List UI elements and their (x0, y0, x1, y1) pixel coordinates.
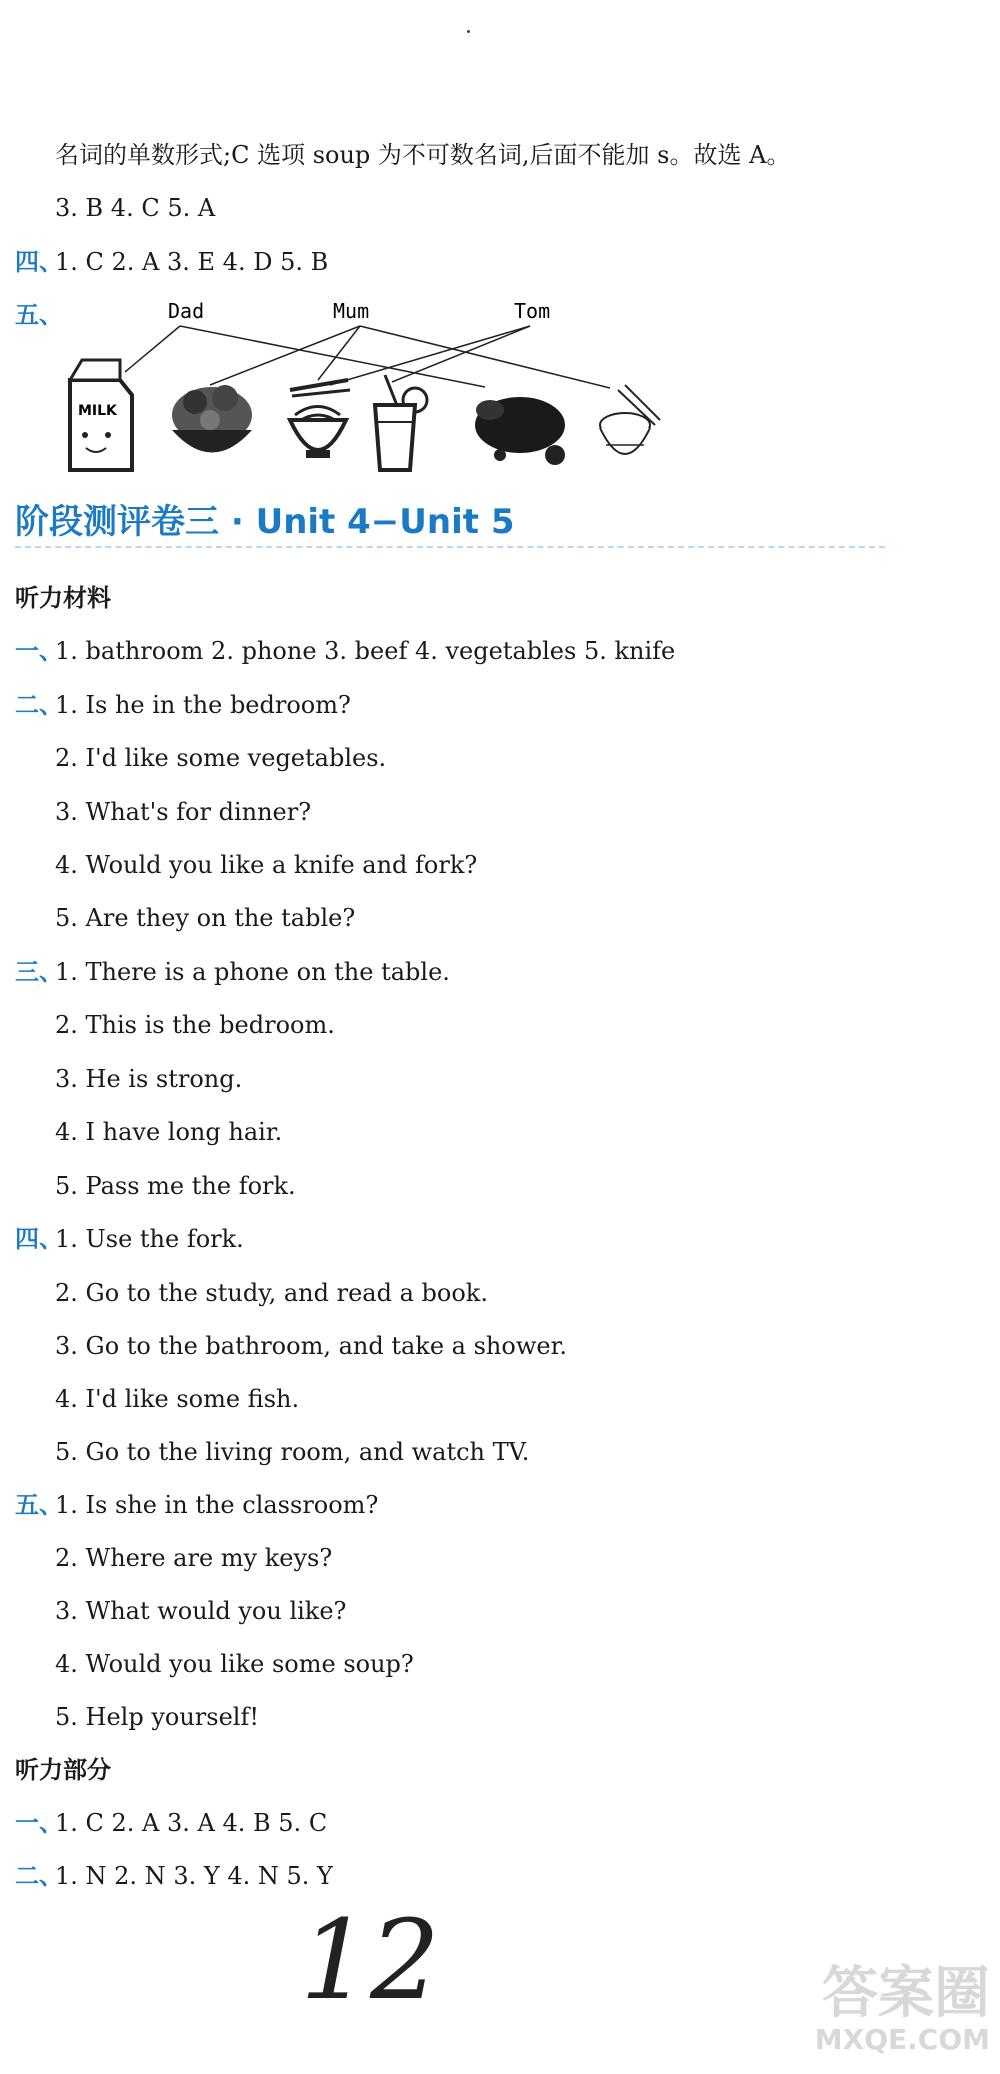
line-dad-chicken (180, 326, 485, 387)
lm-part2-line5: 5. Are they on the table? (55, 904, 356, 932)
lm-part4-line4: 4. I'd like some fish. (55, 1385, 300, 1413)
matching-diagram (0, 290, 700, 480)
line-dad-milk (125, 326, 180, 372)
lm-part4-line5: 5. Go to the living room, and watch TV. (55, 1438, 530, 1466)
lm-part3-line1: 1. There is a phone on the table. (55, 958, 450, 986)
lm-part3-line4: 4. I have long hair. (55, 1118, 283, 1146)
lm-part4-marker: 四、 (15, 1225, 63, 1253)
part-four-answers: 1. C 2. A 3. E 4. D 5. B (55, 248, 329, 276)
part-four-marker: 四、 (15, 248, 63, 276)
listening-part-heading: 听力部分 (15, 1756, 111, 1784)
lp-part1-answers: 1. C 2. A 3. A 4. B 5. C (55, 1809, 328, 1837)
line-tom-juice (392, 326, 530, 382)
lp-part1-marker: 一、 (15, 1809, 63, 1837)
handwritten-page-number: 12 (300, 1896, 440, 2024)
rice-icon (600, 385, 660, 454)
person-tom: Tom (514, 299, 551, 323)
lm-part5-line1: 1. Is she in the classroom? (55, 1491, 379, 1519)
match-lines (125, 326, 610, 388)
speck (467, 30, 470, 33)
lm-part2-line3: 3. What's for dinner? (55, 798, 312, 826)
part-five-marker: 五、 (15, 301, 63, 329)
juice-icon (375, 375, 427, 470)
lm-part4-line1: 1. Use the fork. (55, 1225, 244, 1253)
listening-material-heading: 听力材料 (15, 584, 111, 612)
lm-part2-line1: 1. Is he in the bedroom? (55, 691, 351, 719)
chicken-icon (475, 397, 565, 465)
lm-part5-line2: 2. Where are my keys? (55, 1544, 333, 1572)
lm-part5-line4: 4. Would you like some soup? (55, 1650, 414, 1678)
lm-part4-line3: 3. Go to the bathroom, and take a shower. (55, 1332, 568, 1360)
lm-part3-marker: 三、 (15, 958, 63, 986)
lm-part3-line5: 5. Pass me the fork. (55, 1172, 296, 1200)
line-mum-rice (360, 326, 610, 388)
watermark-brand: 答案圈 (822, 1961, 990, 2026)
section-divider (15, 546, 885, 548)
lm-part2-line2: 2. I'd like some vegetables. (55, 744, 387, 772)
lm-part4-line2: 2. Go to the study, and read a book. (55, 1279, 488, 1307)
lp-part2-marker: 二、 (15, 1862, 63, 1890)
person-dad: Dad (168, 299, 205, 323)
noodles-icon (290, 380, 350, 458)
lp-part2-answers: 1. N 2. N 3. Y 4. N 5. Y (55, 1862, 333, 1890)
watermark-url: MXQE.COM (814, 2023, 990, 2056)
lm-part5-marker: 五、 (15, 1491, 63, 1519)
lm-part1-marker: 一、 (15, 637, 63, 665)
svg-text:MILK: MILK (78, 403, 117, 419)
continuation-text: 名词的单数形式;C 选项 soup 为不可数名词,后面不能加 s。故选 A。 (55, 141, 791, 169)
person-mum: Mum (333, 299, 370, 323)
watermark (814, 1961, 990, 2056)
lm-part3-line3: 3. He is strong. (55, 1065, 243, 1093)
lm-part2-marker: 二、 (15, 691, 63, 719)
lm-part5-line5: 5. Help yourself! (55, 1703, 259, 1731)
salad-icon (172, 385, 252, 453)
section-title: 阶段测评卷三 · Unit 4−Unit 5 (15, 502, 515, 542)
lm-part2-line4: 4. Would you like a knife and fork? (55, 851, 478, 879)
lm-part1-line1: 1. bathroom 2. phone 3. beef 4. vegetables 5. knife (55, 637, 676, 665)
answers-row: 3. B 4. C 5. A (55, 194, 216, 222)
lm-part3-line2: 2. This is the bedroom. (55, 1011, 335, 1039)
lm-part5-line3: 3. What would you like? (55, 1597, 347, 1625)
milk-carton-icon (70, 360, 132, 470)
